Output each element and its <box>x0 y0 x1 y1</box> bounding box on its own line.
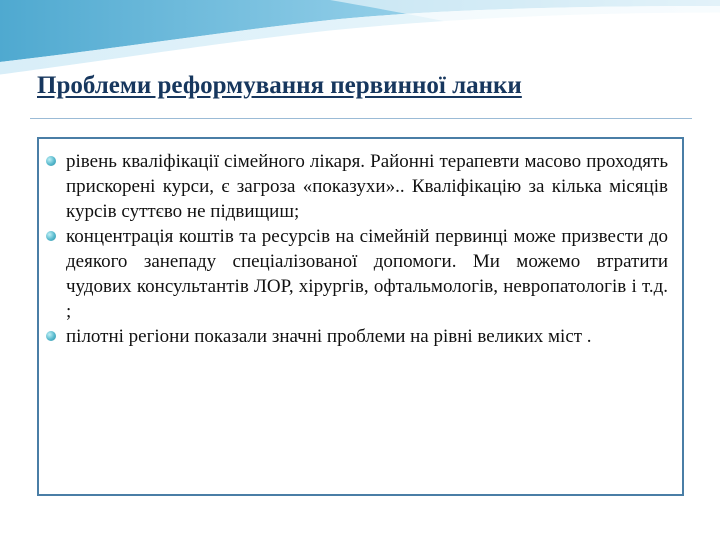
bullet-list <box>39 139 682 349</box>
bullet-item <box>66 224 668 324</box>
bullet-text: пілотні регіони показали значні проблеми на рівні великих міст . <box>66 326 592 347</box>
bullet-item <box>66 324 668 349</box>
bullet-dot-icon <box>46 231 56 241</box>
bullet-text: рівень кваліфікації сімейного лікаря. Районні терапевти масово проходять прискорені курси, є загроза «показухи».. Кваліфікацію за кілька місяців курсів суттєво не підвищиш; <box>66 151 668 222</box>
bullet-dot-icon <box>46 331 56 341</box>
bullet-dot-icon <box>46 156 56 166</box>
title-divider <box>30 118 692 119</box>
bullet-item <box>66 149 668 224</box>
bullet-text: концентрація коштів та ресурсів на сімейній первинці може призвести до деякого занепаду спеціалізованої допомоги. Ми можемо втратити чудових консультантів ЛОР, хірургів, офтальмологів, невропатологів і т.д. ; <box>66 226 668 322</box>
slide-title: Проблеми реформування первинної ланки <box>37 72 522 99</box>
content-box <box>37 137 684 496</box>
